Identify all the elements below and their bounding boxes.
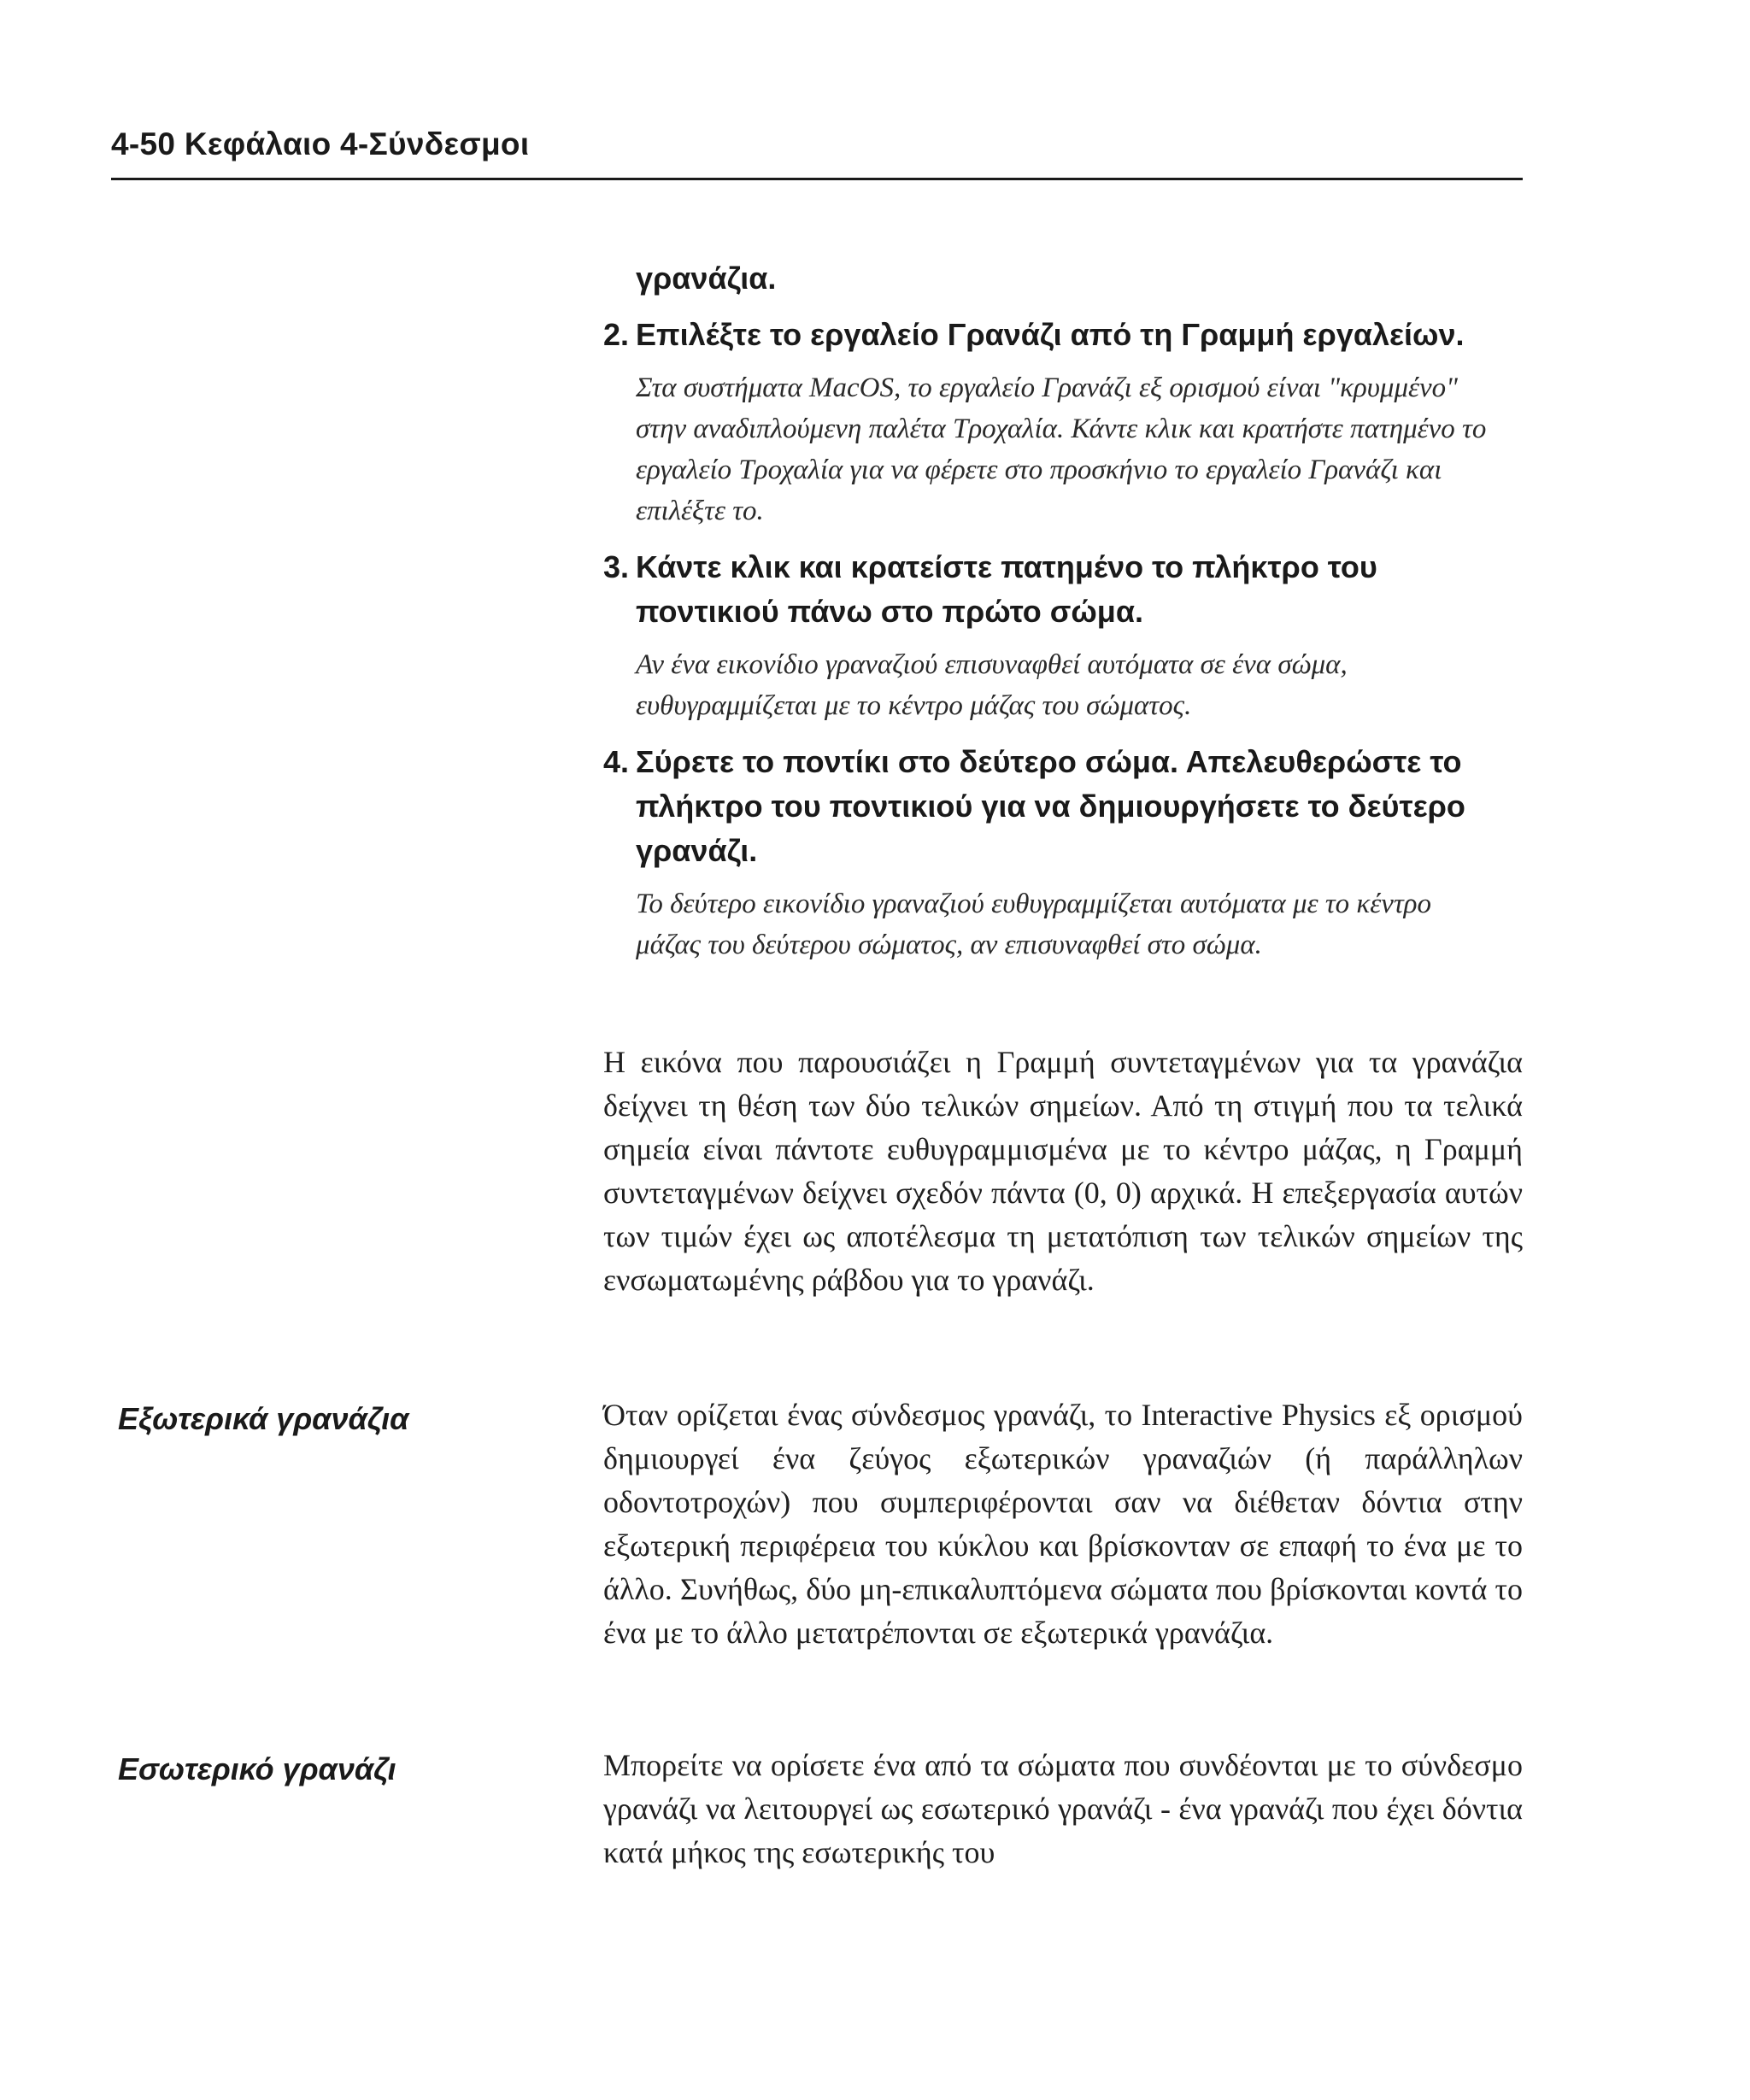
page-header: 4-50 Κεφάλαιο 4-Σύνδεσμοι [111, 126, 530, 161]
main-column [603, 256, 1523, 979]
step-2 [603, 313, 1523, 357]
step-number: 2. [603, 317, 630, 352]
side-heading-internal-gear: Εσωτερικό γρανάζι [118, 1751, 396, 1786]
step-4 [603, 740, 1523, 873]
header-divider [111, 178, 1523, 180]
step-3 [603, 545, 1523, 634]
step-text: Κάντε κλικ και κρατείστε πατημένο το πλήκτρο του ποντικιού πάνω στο πρώτο σώμα. [636, 549, 1377, 629]
step-number: 4. [603, 744, 630, 779]
step-number: 3. [603, 549, 630, 584]
external-gears-paragraph: Όταν ορίζεται ένας σύνδεσμος γρανάζι, το Interactive Physics εξ ορισμού δημιουργεί ένα ζεύγος εξωτερικών γραναζιών (ή παράλληλων οδοντοτροχών) που συμπεριφέρονται σαν να διέθεταν δόντια στην εξωτερική περιφέρεια του κύκλου και βρίσκονταν σε επαφή το ένα με το άλλο. Συνήθως, δύο μη-επικαλυπτόμενα σώματα που βρίσκονται κοντά το ένα με το άλλο μετατρέπονται σε εξωτερικά γρανάζια. [603, 1398, 1523, 1650]
internal-gear-paragraph: Μπορείτε να ορίσετε ένα από τα σώματα που συνδέονται με το σύνδεσμο γρανάζι να λειτουργεί ως εσωτερικό γρανάζι - ένα γρανάζι που έχει δόντια κατά μήκος της εσωτερικής του [603, 1748, 1523, 1869]
step-text: Επιλέξτε το εργαλείο Γρανάζι από τη Γραμμή εργαλείων. [636, 317, 1465, 352]
side-heading-external-gears: Εξωτερικά γρανάζια [118, 1401, 409, 1436]
step-text: Σύρετε το ποντίκι στο δεύτερο σώμα. Απελευθερώστε το πλήκτρο του ποντικιού για να δημιουργήσετε το δεύτερο γρανάζι. [636, 744, 1465, 868]
step-note: Αν ένα εικονίδιο γραναζιού επισυναφθεί αυτόματα σε ένα σώμα, ευθυγραμμίζεται με το κέντρο μάζας του σώματος. [636, 649, 1348, 721]
step-continuation: γρανάζια. [636, 261, 777, 296]
step-note: Το δεύτερο εικονίδιο γραναζιού ευθυγραμμίζεται αυτόματα με το κέντρο μάζας του δεύτερου σώματος, αν επισυναφθεί στο σώμα. [636, 889, 1432, 960]
coordinates-paragraph: Η εικόνα που παρουσιάζει η Γραμμή συντεταγμένων για τα γρανάζια δείχνει τη θέση των δύο τελικών σημείων. Από τη στιγμή που τα τελικά σημεία είναι πάντοτε ευθυγραμμισμένα με το κέντρο μάζας, η Γραμμή συντεταγμένων δείχνει σχεδόν πάντα (0, 0) αρχικά. Η επεξεργασία αυτών των τιμών έχει ως αποτέλεσμα τη μετατόπιση των τελικών σημείων της ενσωματωμένης ράβδου για το γρανάζι. [603, 1045, 1523, 1297]
step-note: Στα συστήματα MacOS, το εργαλείο Γρανάζι εξ ορισμού είναι "κρυμμένο" στην αναδιπλούμενη παλέτα Τροχαλία. Κάντε κλικ και κρατήστε πατημένο το εργαλείο Τροχαλία για να φέρετε στο προσκήνιο το εργαλείο Γρανάζι και επιλέξτε το. [636, 372, 1487, 526]
